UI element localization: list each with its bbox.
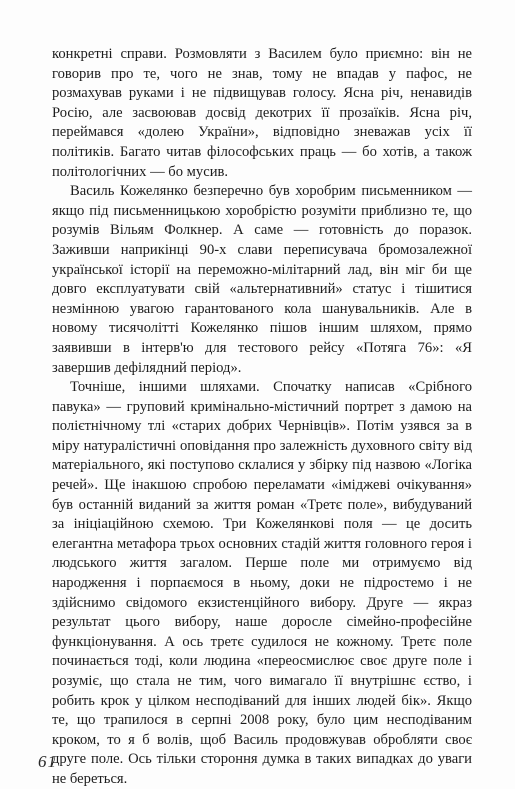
paragraph-2: Василь Кожелянко безперечно був хоробрим письменником — якщо під письменницькою хоробрістю розуміти приблизно те, що розумів Вільям Фолкнер. А саме — готовність до поразок. Заживши наприкінці 90-х слави переписувача бромозалежної української історії на переможно-мілітарний лад, він міг би ще довго експлуатувати свій «альтернативний» статус і тішитися незмінною увагою гарантованого кола шанувальників. Але в новому тисячолітті Кожелянко пішов іншим шляхом, прямо заявивши в інтерв'ю для тестового рейсу «Потяга 76»: «Я завершив дефілядний період».: [52, 183, 472, 376]
paragraph-3: Точніше, іншими шляхами. Спочатку написав «Срібного павука» — груповий кримінально-містичний портрет з дамою на полієтнічному тлі «старих добрих Чернівців». Потім узявся за в міру натуралістичні оповідання про залежність духовного світу від матеріального, які поступово склалися у збірку під назвою «Логіка речей». Ще інакшою спробою переламати «іміджеві очікування» був останній виданий за життя роман «Третє поле», вибудуваний за ініціаційною схемою. Три Кожелянкові поля — це досить елегантна метафора трьох основних стадій життя головного героя і людського життя загалом. Перше поле ми отримуємо від народження і порпаємося в ньому, доки не підростемо і не здійснимо свідомого екзистенційного вибору. Друге — якраз результат цього вибору, наше доросле сімейно-професійне функціонування. А ось третє судилося не кожному. Третє поле починається тоді, коли людина «переосмислює своє друге поле і розуміє, що стала не тим, чого вимагало її внутрішнє єство, і робить крок у цілком несподіваний для інших людей бік». Якщо те, що трапилося в серпні 2008 року, було цим несподіваним кроком, то я б волів, щоб Василь продовжував обробляти своє друге поле. Ось тільки стороння думка в таких випадках до уваги не береться.: [52, 379, 472, 787]
page-number: 61: [38, 752, 57, 771]
body-text: [52, 45, 472, 790]
paragraph-1: конкретні справи. Розмовляти з Василем було приємно: він не говорив про те, чого не знав, тому не впадав у пафос, не розмахував руками і не підвищував голосу. Ясна річ, ненавидів Росію, але засвоював досвід декотрих її прозаїків. Ясна річ, переймався «долею України», відповідно зневажав усіх її політиків. Багато читав філософських праць — бо хотів, а також політологічних — бо мусив.: [52, 46, 472, 180]
